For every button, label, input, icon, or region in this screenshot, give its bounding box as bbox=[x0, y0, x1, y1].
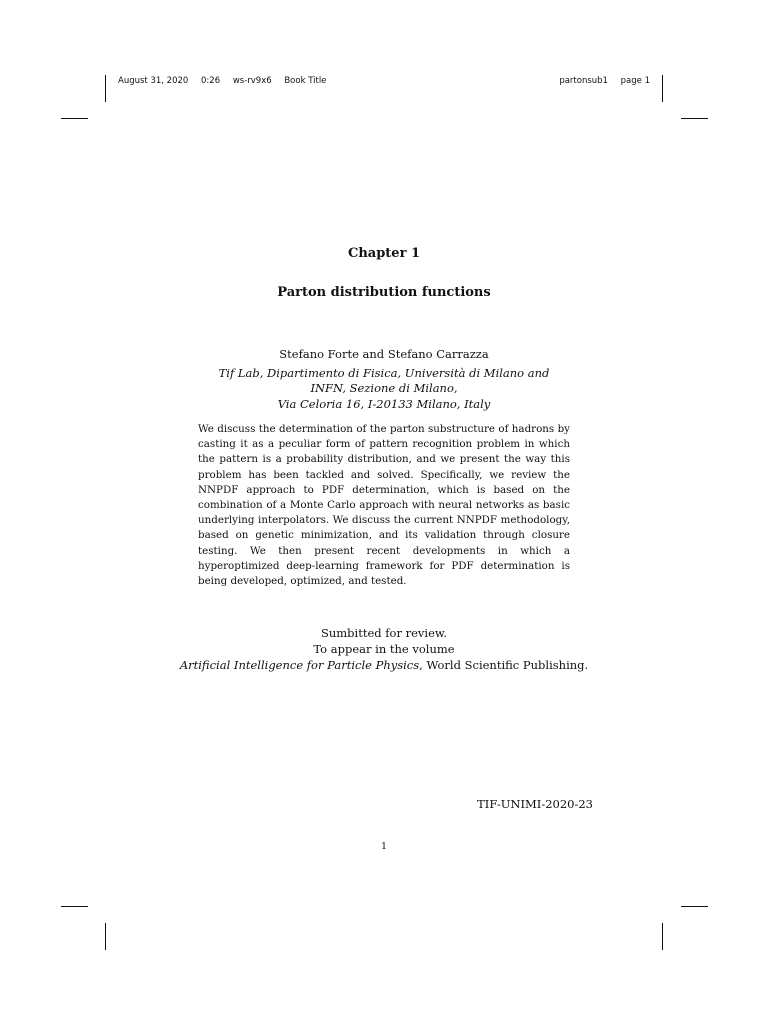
page-number: 1 bbox=[380, 841, 388, 852]
affiliation-line-2: INFN, Sezione di Milano, bbox=[310, 381, 458, 395]
submission-note-line-2: To appear in the volume bbox=[313, 642, 455, 656]
header-file: partonsub1 bbox=[559, 76, 608, 86]
crop-mark-top-right-horizontal bbox=[681, 118, 708, 119]
header-time: 0:26 bbox=[201, 76, 221, 86]
abstract: We discuss the determination of the parton substructure of hadrons by casting it as a peculiar form of pattern recognition problem in which the pattern is a probability distribution, and we present the way this problem has been tackled and solved. Specifically, we review the NNPDF approach to PDF determination, which is based on the combination of a Monte Carlo approach with neural networks as basic underlying interpolators. We discuss the current NNPDF methodology, based on genetic minimization, and its validation through closure testing. We then present recent developments in which a hyperoptimized deep-learning framework for PDF determination is being developed, optimized, and tested. bbox=[198, 423, 570, 588]
crop-mark-bottom-left bbox=[105, 923, 106, 950]
running-header-right bbox=[549, 76, 650, 86]
authors: Stefano Forte and Stefano Carrazza bbox=[279, 347, 489, 361]
header-page: page 1 bbox=[620, 76, 650, 86]
crop-mark-top-left bbox=[105, 75, 106, 102]
chapter-label: Chapter 1 bbox=[347, 246, 420, 261]
submission-note-line-1: Sumbitted for review. bbox=[320, 626, 448, 640]
crop-mark-bottom-left-horizontal bbox=[61, 906, 88, 907]
header-style: ws-rv9x6 bbox=[232, 76, 272, 86]
publisher: , World Scientific Publishing. bbox=[419, 658, 589, 672]
running-header-left bbox=[118, 76, 336, 86]
volume-title: Artificial Intelligence for Particle Physics bbox=[179, 658, 420, 672]
crop-mark-top-right bbox=[662, 75, 663, 102]
paper-title: Parton distribution functions bbox=[277, 285, 491, 300]
crop-mark-bottom-right-horizontal bbox=[681, 906, 708, 907]
crop-mark-bottom-right bbox=[662, 923, 663, 950]
header-date: August 31, 2020 bbox=[118, 76, 189, 86]
affiliation-line-1: Tif Lab, Dipartimento di Fisica, Università di Milano and bbox=[218, 366, 550, 380]
crop-mark-top-left-horizontal bbox=[61, 118, 88, 119]
affiliation-line-3: Via Celoria 16, I-20133 Milano, Italy bbox=[277, 397, 491, 411]
header-book-title: Book Title bbox=[284, 76, 327, 86]
submission-note-line-3 bbox=[0, 658, 768, 672]
preprint-number: TIF-UNIMI-2020-23 bbox=[477, 797, 593, 811]
